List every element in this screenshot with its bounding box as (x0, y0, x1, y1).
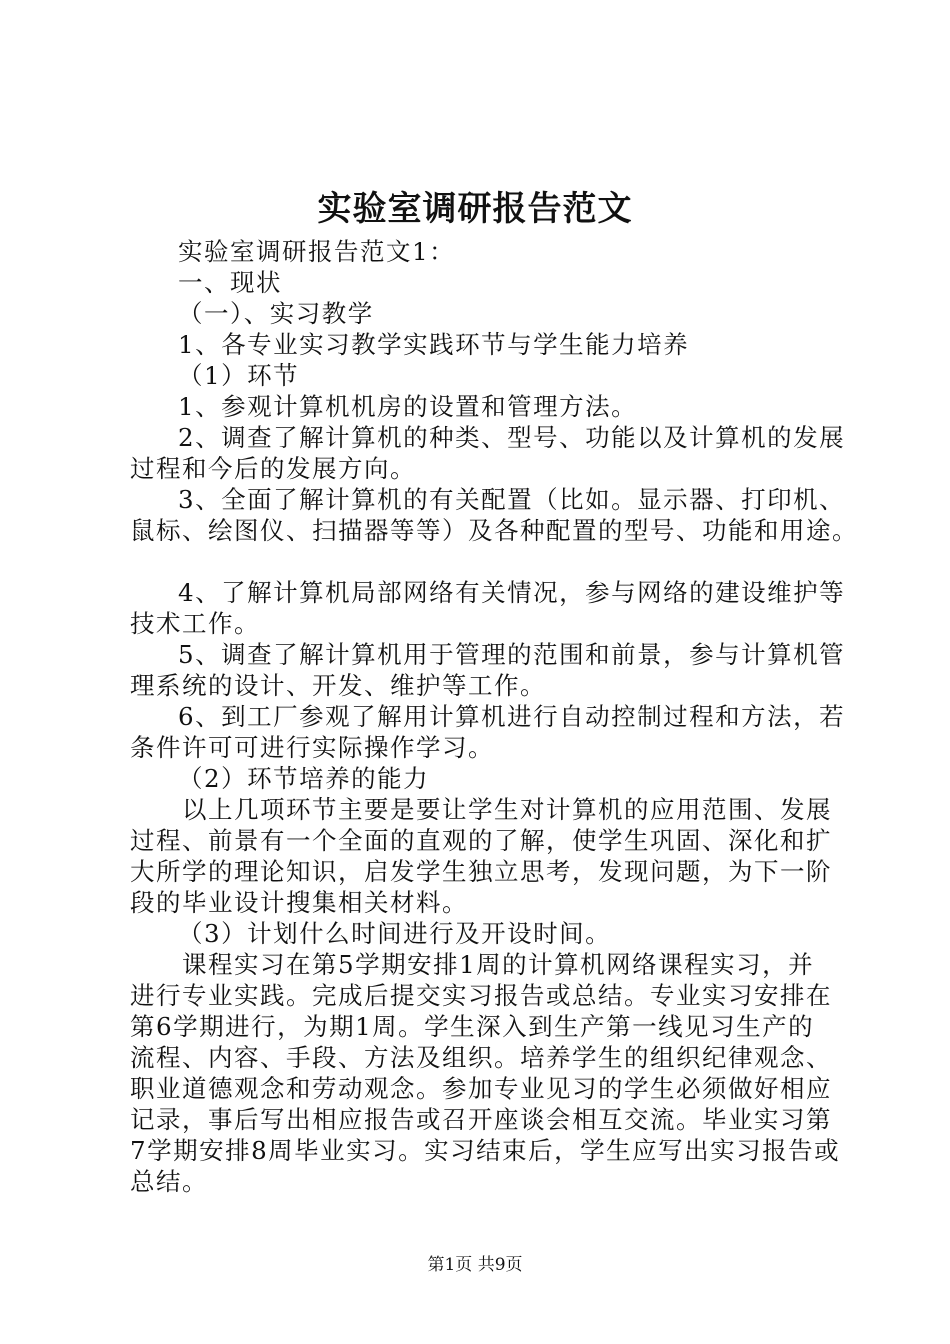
text-line: 大所学的理论知识，启发学生独立思考，发现问题，为下一阶 (130, 857, 832, 886)
text-line: 总结。 (130, 1167, 208, 1196)
text-line: （2）环节培养的能力 (178, 764, 430, 793)
text-line: 记录，事后写出相应报告或召开座谈会相互交流。毕业实习第 (130, 1105, 832, 1134)
text-line: 过程和今后的发展方向。 (130, 454, 416, 483)
text-line: 4、了解计算机局部网络有关情况，参与网络的建设维护等 (178, 578, 846, 607)
text-line: 段的毕业设计搜集相关材料。 (130, 888, 468, 917)
text-line: 5、调查了解计算机用于管理的范围和前景，参与计算机管 (178, 640, 846, 669)
text-line: （1）环节 (178, 361, 300, 390)
text-line: 进行专业实践。完成后提交实习报告或总结。专业实习安排在 (130, 981, 832, 1010)
text-line: 技术工作。 (130, 609, 260, 638)
text-line: （一）、实习教学 (178, 299, 374, 328)
document-body (130, 236, 858, 1197)
text-line: 鼠标、绘图仪、扫描器等等）及各种配置的型号、功能和用途。 (130, 516, 858, 545)
text-line: 过程、前景有一个全面的直观的了解，使学生巩固、深化和扩 (130, 826, 832, 855)
text-line: 职业道德观念和劳动观念。参加专业见习的学生必须做好相应 (130, 1074, 832, 1103)
text-line: 以上几项环节主要是要让学生对计算机的应用范围、发展 (182, 795, 832, 824)
page-footer: 第1页 共9页 (427, 1255, 523, 1275)
text-line: 实验室调研报告范文1： (178, 237, 456, 266)
text-line: 流程、内容、手段、方法及组织。培养学生的组织纪律观念、 (130, 1043, 832, 1072)
text-line: 课程实习在第5学期安排1周的计算机网络课程实习，并 (182, 950, 815, 979)
text-line: （3）计划什么时间进行及开设时间。 (178, 919, 612, 948)
text-line: 6、到工厂参观了解用计算机进行自动控制过程和方法，若 (178, 702, 846, 731)
text-line: 条件许可可进行实际操作学习。 (130, 733, 494, 762)
text-line: 7学期安排8周毕业实习。实习结束后，学生应写出实习报告或 (130, 1136, 841, 1165)
page-title: 实验室调研报告范文 (317, 189, 633, 229)
text-line: 1、参观计算机机房的设置和管理方法。 (178, 392, 638, 421)
text-line: 1、各专业实习教学实践环节与学生能力培养 (178, 330, 690, 359)
text-line: 2、调查了解计算机的种类、型号、功能以及计算机的发展 (178, 423, 846, 452)
text-line: 第6学期进行，为期1周。学生深入到生产第一线见习生产的 (130, 1012, 815, 1041)
paragraph-spacer (130, 546, 832, 577)
text-line: 一、现状 (178, 268, 282, 297)
text-line: 3、全面了解计算机的有关配置（比如。显示器、打印机、 (178, 485, 846, 514)
text-line: 理系统的设计、开发、维护等工作。 (130, 671, 546, 700)
